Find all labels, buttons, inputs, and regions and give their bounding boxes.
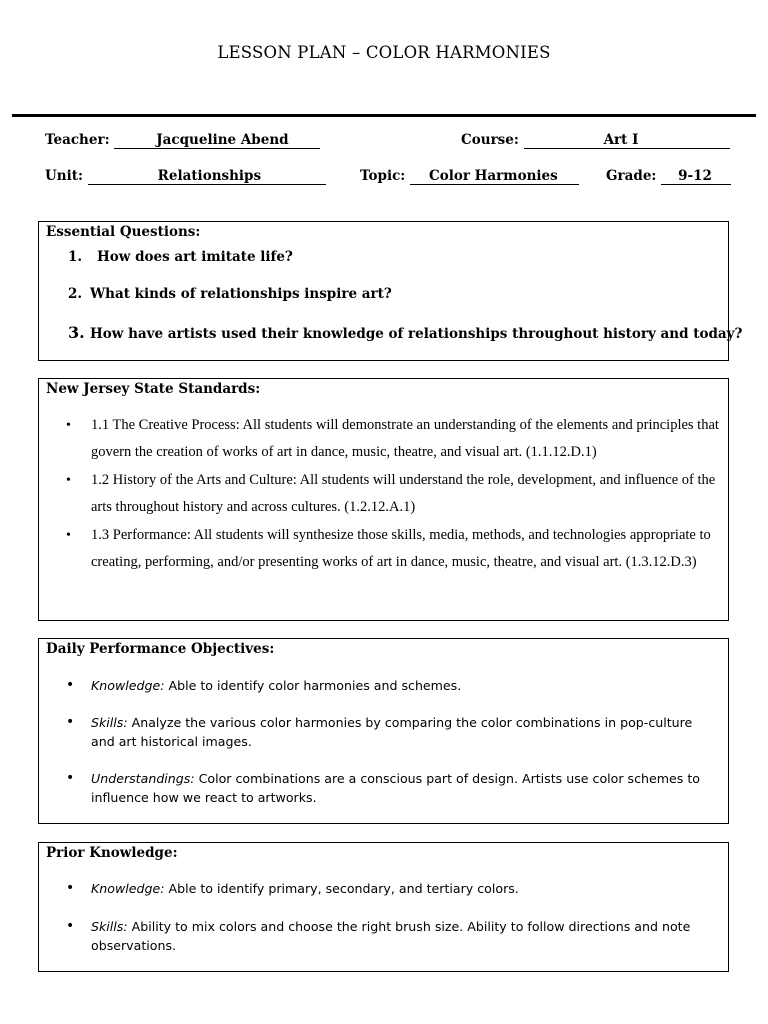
prior-knowledge-heading: Prior Knowledge: — [46, 845, 178, 861]
bullet-icon: • — [66, 918, 75, 934]
bullet-icon: • — [66, 770, 75, 786]
unit-label: Unit: — [45, 168, 83, 184]
objectives-box — [38, 638, 729, 824]
course-value: Art I — [603, 132, 639, 148]
question-2-number: 2. — [68, 286, 83, 302]
course-value-line — [524, 132, 730, 149]
grade-field — [606, 168, 731, 185]
objective-knowledge-text: Able to identify color harmonies and schemes. — [164, 678, 462, 693]
objective-understandings-text: Color combinations are a conscious part of design. Artists use color schemes to influence how we react to artworks. — [91, 771, 700, 805]
objectives-heading: Daily Performance Objectives: — [46, 641, 275, 657]
teacher-label: Teacher: — [45, 132, 110, 148]
grade-value-line — [661, 168, 731, 185]
bullet-icon: • — [66, 528, 71, 543]
standard-3-text: 1.3 Performance: All students will synthesize those skills, media, methods, and technologies appropriate to creating, performing, and/or presenting works of art in dance, music, theatre, and visual art. (1.3.12.D.3) — [91, 527, 711, 570]
prior-knowledge-text: Able to identify primary, secondary, and tertiary colors. — [164, 881, 519, 896]
topic-value: Color Harmonies — [428, 168, 558, 184]
question-3-text: How have artists used their knowledge of relationships throughout history and today? — [90, 326, 743, 342]
course-label: Course: — [461, 132, 519, 148]
standard-2-text: 1.2 History of the Arts and Culture: All students will understand the role, development, and influence of the arts throughout history and across cultures. (1.2.12.A.1) — [91, 472, 716, 515]
bullet-icon: • — [66, 714, 75, 730]
bullet-icon: • — [66, 677, 75, 693]
topic-field — [360, 168, 579, 185]
question-1 — [68, 249, 293, 265]
objective-skills-text: Analyze the various color harmonies by comparing the color combinations in pop-culture and art historical images. — [91, 715, 693, 749]
standards-box — [38, 378, 729, 621]
header-divider — [12, 114, 756, 117]
bullet-icon: • — [66, 880, 75, 896]
teacher-value-line — [114, 132, 320, 149]
bullet-icon: • — [66, 418, 71, 433]
teacher-value: Jacqueline Abend — [156, 132, 289, 148]
standards-heading: New Jersey State Standards: — [46, 381, 261, 397]
course-field — [461, 132, 730, 149]
unit-value-line — [88, 168, 326, 185]
prior-knowledge-box — [38, 842, 729, 972]
question-2 — [68, 286, 392, 302]
prior-knowledge-label: Knowledge: — [91, 881, 165, 896]
objective-knowledge-label: Knowledge: — [91, 678, 165, 693]
teacher-field — [45, 132, 320, 149]
prior-skills-label: Skills: — [91, 919, 128, 934]
essential-questions-heading: Essential Questions: — [46, 224, 201, 240]
question-1-number: 1. — [68, 249, 83, 265]
question-2-text: What kinds of relationships inspire art? — [90, 286, 392, 302]
essential-questions-box — [38, 221, 743, 361]
bullet-icon: • — [66, 473, 71, 488]
standard-1-text: 1.1 The Creative Process: All students will demonstrate an understanding of the elements and principles that govern the creation of works of art in dance, music, theatre, and visual art. (1.1.12.D.1) — [91, 417, 719, 460]
question-1-text: How does art imitate life? — [97, 249, 293, 265]
objective-skills-label: Skills: — [91, 715, 128, 730]
unit-field — [45, 168, 326, 185]
question-3-number: 3. — [68, 323, 85, 342]
objective-understandings-label: Understandings: — [91, 771, 195, 786]
question-3 — [68, 323, 742, 342]
topic-value-line — [410, 168, 579, 185]
prior-skills-text: Ability to mix colors and choose the right brush size. Ability to follow directions and note observations. — [91, 919, 691, 953]
unit-value: Relationships — [157, 168, 262, 184]
page-title: LESSON PLAN – COLOR HARMONIES — [217, 43, 551, 62]
grade-label: Grade: — [606, 168, 657, 184]
grade-value: 9-12 — [678, 168, 712, 184]
topic-label: Topic: — [360, 168, 406, 184]
